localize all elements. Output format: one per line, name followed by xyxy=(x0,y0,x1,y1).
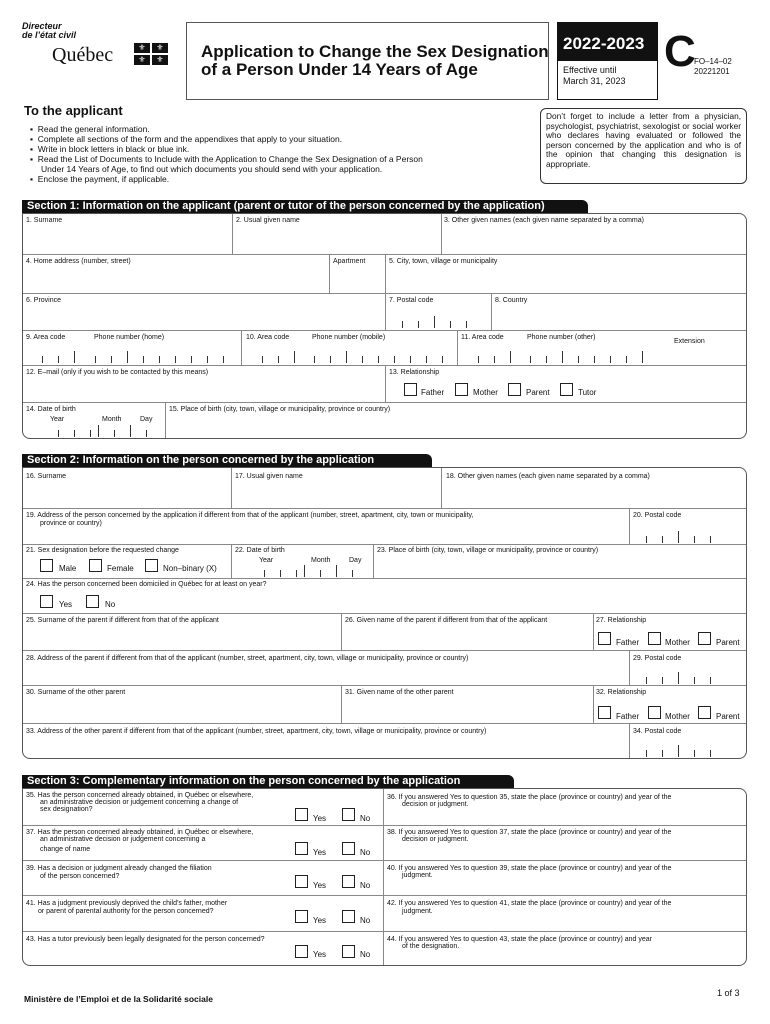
year-badge xyxy=(557,22,658,100)
sex-designation-label: 21. Sex designation before the requested change xyxy=(26,547,179,554)
parent-parent-label: Parent xyxy=(716,638,740,647)
apartment-label: Apartment xyxy=(333,258,366,265)
area-code-other-label: 11. Area code xyxy=(461,334,504,341)
form-title-line2: of a Person Under 14 Years of Age xyxy=(201,60,478,79)
domiciled-yes-checkbox[interactable] xyxy=(40,595,53,608)
q39-line1: 39. Has a decision or judgment already changed the filiation xyxy=(26,865,212,872)
q37-line3: change of name xyxy=(40,846,91,853)
q35-no-checkbox[interactable] xyxy=(342,808,355,821)
female-label: Female xyxy=(107,564,134,573)
city-label: 5. City, town, village or municipality xyxy=(389,258,498,265)
person-year-label: Year xyxy=(259,557,274,564)
parent-father-label: Father xyxy=(616,638,640,647)
effective-date: March 31, 2023 xyxy=(563,76,626,86)
province-label: 6. Province xyxy=(26,297,62,304)
parent-mother-label: Mother xyxy=(665,638,690,647)
parent-relationship-label: 27. Relationship xyxy=(596,617,647,624)
q42-line1: 42. If you answered Yes to question 41, state the place (province or country) and year of the xyxy=(387,900,672,907)
home-address-label: 4. Home address (number, street) xyxy=(26,258,131,265)
instruction-item: Under 14 Years of Age, to find out which documents you should send with your application. xyxy=(41,164,383,174)
q39-yes-checkbox[interactable] xyxy=(295,875,308,888)
other-parent-label: Parent xyxy=(716,712,740,721)
instruction-item: ▪ Read the general information. xyxy=(30,124,150,134)
place-of-birth-label: 15. Place of birth (city, town, village or municipality, province or country) xyxy=(169,406,391,413)
day-label: Day xyxy=(140,416,153,423)
person-given-name-label: 17. Usual given name xyxy=(235,473,303,480)
father-checkbox[interactable] xyxy=(404,383,417,396)
person-address-label-2: province or country) xyxy=(40,520,102,527)
instruction-item: ▪ Write in block letters in black or blue ink. xyxy=(30,144,190,154)
domiciled-yes-label: Yes xyxy=(59,600,73,609)
q41-no-label: No xyxy=(360,916,371,925)
fleur-de-lis-flag-icon: ⚜ ⚜ ⚜ ⚜ xyxy=(134,43,168,65)
applicant-instructions xyxy=(30,124,535,184)
q41-no-checkbox[interactable] xyxy=(342,910,355,923)
domiciled-question: 24. Has the person concerned been domiciled in Québec for at least on year? xyxy=(26,581,267,588)
parent-surname-label: 25. Surname of the parent if different from that of the applicant xyxy=(26,617,219,624)
domiciled-no-label: No xyxy=(105,600,116,609)
relationship-label: 13. Relationship xyxy=(389,369,440,376)
year-range: 2022-2023 xyxy=(563,34,645,53)
q37-no-label: No xyxy=(360,848,371,857)
male-label: Male xyxy=(59,564,77,573)
other-given-names-label: 3. Other given names (each given name separated by a comma) xyxy=(444,217,644,224)
year-label: Year xyxy=(50,416,65,423)
q41-yes-label: Yes xyxy=(313,916,327,925)
parent-father-checkbox[interactable] xyxy=(598,632,611,645)
mother-label: Mother xyxy=(473,388,498,397)
q41-line1: 41. Has a judgment previously deprived the child’s father, mother xyxy=(26,900,228,907)
person-day-label: Day xyxy=(349,557,362,564)
month-label: Month xyxy=(102,416,122,423)
reminder-box xyxy=(540,108,747,184)
section3-heading: Section 3: Complementary information on the person concerned by the application xyxy=(22,775,514,788)
q37-no-checkbox[interactable] xyxy=(342,842,355,855)
q37-line1: 37. Has the person concerned already obtained, in Québec or elsewhere, xyxy=(26,829,254,836)
form-number: FO–14–02 xyxy=(694,57,732,66)
female-checkbox[interactable] xyxy=(89,559,102,572)
q38-line2: decision or judgment. xyxy=(402,836,469,843)
q35-yes-checkbox[interactable] xyxy=(295,808,308,821)
parent-mother-checkbox[interactable] xyxy=(648,632,661,645)
mother-checkbox[interactable] xyxy=(455,383,468,396)
q35-no-label: No xyxy=(360,814,371,823)
parent-postal-code-label: 29. Postal code xyxy=(633,655,682,662)
date-of-birth-label: 14. Date of birth xyxy=(26,406,76,413)
q44-line1: 44. If you answered Yes to question 43, state the place (province or country) and year xyxy=(387,936,652,943)
q39-yes-label: Yes xyxy=(313,881,327,890)
q43-no-checkbox[interactable] xyxy=(342,945,355,958)
parent-address-label: 28. Address of the parent if different from that of the applicant (number, street, apartment, city, town, village or municipality, province or country) xyxy=(26,655,469,662)
country-label: 8. Country xyxy=(495,297,528,304)
phone-home-label: Phone number (home) xyxy=(94,334,165,341)
form-letter: C xyxy=(664,27,696,76)
page-number: 1 of 3 xyxy=(717,988,740,998)
other-parent-relationship-label: 32. Relationship xyxy=(596,689,647,696)
other-parent-address-label: 33. Address of the other parent if different from that of the applicant (number, street, apartment, city, town, village or municipality, province or country) xyxy=(26,728,487,735)
other-parent-checkbox[interactable] xyxy=(698,706,711,719)
logo-line2: de l’état civil xyxy=(22,30,77,40)
person-address-label: 19. Address of the person concerned by the application if different from that of the applicant (number, street, apartment, city, town or municipality, xyxy=(26,512,474,519)
parent-label: Parent xyxy=(526,388,550,397)
q37-yes-label: Yes xyxy=(313,848,327,857)
q43-line1: 43. Has a tutor previously been legally designated for the person concerned? xyxy=(26,936,265,943)
q43-yes-checkbox[interactable] xyxy=(295,945,308,958)
person-month-label: Month xyxy=(311,557,331,564)
q39-no-checkbox[interactable] xyxy=(342,875,355,888)
area-code-mobile-label: 10. Area code xyxy=(246,334,290,341)
section1-heading: Section 1: Information on the applicant (parent or tutor of the person concerned by the application) xyxy=(22,200,588,213)
tutor-label: Tutor xyxy=(578,388,597,397)
q42-line2: judgment. xyxy=(402,908,433,915)
instruction-item: ▪ Enclose the payment, if applicable. xyxy=(30,174,170,184)
logo-line1: Directeur xyxy=(22,21,62,31)
parent-checkbox[interactable] xyxy=(508,383,521,396)
title-box xyxy=(186,22,549,100)
other-parent-given-name-label: 31. Given name of the other parent xyxy=(345,689,454,696)
father-label: Father xyxy=(421,388,445,397)
parent-parent-checkbox[interactable] xyxy=(698,632,711,645)
effective-label: Effective until xyxy=(563,65,617,75)
q41-line2: or parent of parental authority for the person concerned? xyxy=(38,908,214,915)
q40-line2: judgment. xyxy=(402,872,433,879)
postal-code-label: 7. Postal code xyxy=(389,297,434,304)
other-mother-label: Mother xyxy=(665,712,690,721)
phone-mobile-label: Phone number (mobile) xyxy=(312,334,386,341)
country-field[interactable] xyxy=(492,294,746,330)
q39-no-label: No xyxy=(360,881,371,890)
domiciled-no-checkbox[interactable] xyxy=(86,595,99,608)
q40-line1: 40. If you answered Yes to question 39, state the place (province or country) and year of the xyxy=(387,865,672,872)
other-parent-postal-code-label: 34. Postal code xyxy=(633,728,682,735)
quebec-logo xyxy=(22,22,172,72)
person-date-of-birth-label: 22. Date of birth xyxy=(235,547,285,554)
q35-line1: 35. Has the person concerned already obtained, in Québec or elsewhere, xyxy=(26,792,254,799)
area-code-home-label: 9. Area code xyxy=(26,334,66,341)
extension-label: Extension xyxy=(674,338,705,345)
q41-yes-checkbox[interactable] xyxy=(295,910,308,923)
q35-line2: an administrative decision or judgement concerning a change of xyxy=(40,799,239,806)
q36-line1: 36. If you answered Yes to question 35, state the place (province or country) and year of the xyxy=(387,794,672,801)
tutor-checkbox[interactable] xyxy=(560,383,573,396)
other-mother-checkbox[interactable] xyxy=(648,706,661,719)
q37-line2: an administrative decision or judgement concerning a xyxy=(40,836,206,843)
other-father-checkbox[interactable] xyxy=(598,706,611,719)
q44-line2: of the designation. xyxy=(402,943,460,950)
province-field[interactable] xyxy=(23,294,385,330)
q37-yes-checkbox[interactable] xyxy=(295,842,308,855)
instruction-item: ▪ Read the List of Documents to Include with the Application to Change the Sex Designation of a Person xyxy=(30,154,423,164)
q43-no-label: No xyxy=(360,950,371,959)
form-version: 20221201 xyxy=(694,67,730,76)
male-checkbox[interactable] xyxy=(40,559,53,572)
applicant-heading: To the applicant xyxy=(24,103,123,118)
person-place-of-birth-label: 23. Place of birth (city, town, village or municipality, province or country) xyxy=(377,547,599,554)
q43-yes-label: Yes xyxy=(313,950,327,959)
person-postal-code-label: 20. Postal code xyxy=(633,512,682,519)
non-binary-checkbox[interactable] xyxy=(145,559,158,572)
email-label: 12. E–mail (only if you wish to be contacted by this means) xyxy=(26,369,209,376)
reminder-text: Don’t forget to include a letter from a physician, psychologist, psychiatrist, sexologist or social worker who declares having evaluated or followed the person concerned by the application and who is of the opinion that changing this designation is appropriate. xyxy=(546,111,741,169)
logo-brand: Québec xyxy=(52,44,114,66)
person-other-names-label: 18. Other given names (each given name separated by a comma) xyxy=(446,473,650,480)
phone-other-label: Phone number (other) xyxy=(527,334,596,341)
instruction-item: ▪ Complete all sections of the form and the appendixes that apply to your situation. xyxy=(30,134,343,144)
q35-line3: sex designation? xyxy=(40,806,93,813)
q38-line1: 38. If you answered Yes to question 37, state the place (province or country) and year of the xyxy=(387,829,672,836)
usual-given-name-label: 2. Usual given name xyxy=(236,217,300,224)
footer-ministry: Ministère de l’Emploi et de la Solidarité sociale xyxy=(24,994,213,1004)
q36-line2: decision or judgment. xyxy=(402,801,469,808)
non-binary-label: Non–binary (X) xyxy=(163,564,217,573)
q39-line2: of the person concerned? xyxy=(40,873,120,880)
section2-heading: Section 2: Information on the person concerned by the application xyxy=(22,454,432,467)
parent-given-name-label: 26. Given name of the parent if different from that of the applicant xyxy=(345,617,548,624)
other-father-label: Father xyxy=(616,712,640,721)
surname-label: 1. Surname xyxy=(26,217,63,224)
other-parent-surname-label: 30. Surname of the other parent xyxy=(26,689,126,696)
person-surname-label: 16. Surname xyxy=(26,473,67,480)
q35-yes-label: Yes xyxy=(313,814,327,823)
form-title-line1: Application to Change the Sex Designation xyxy=(201,42,549,61)
